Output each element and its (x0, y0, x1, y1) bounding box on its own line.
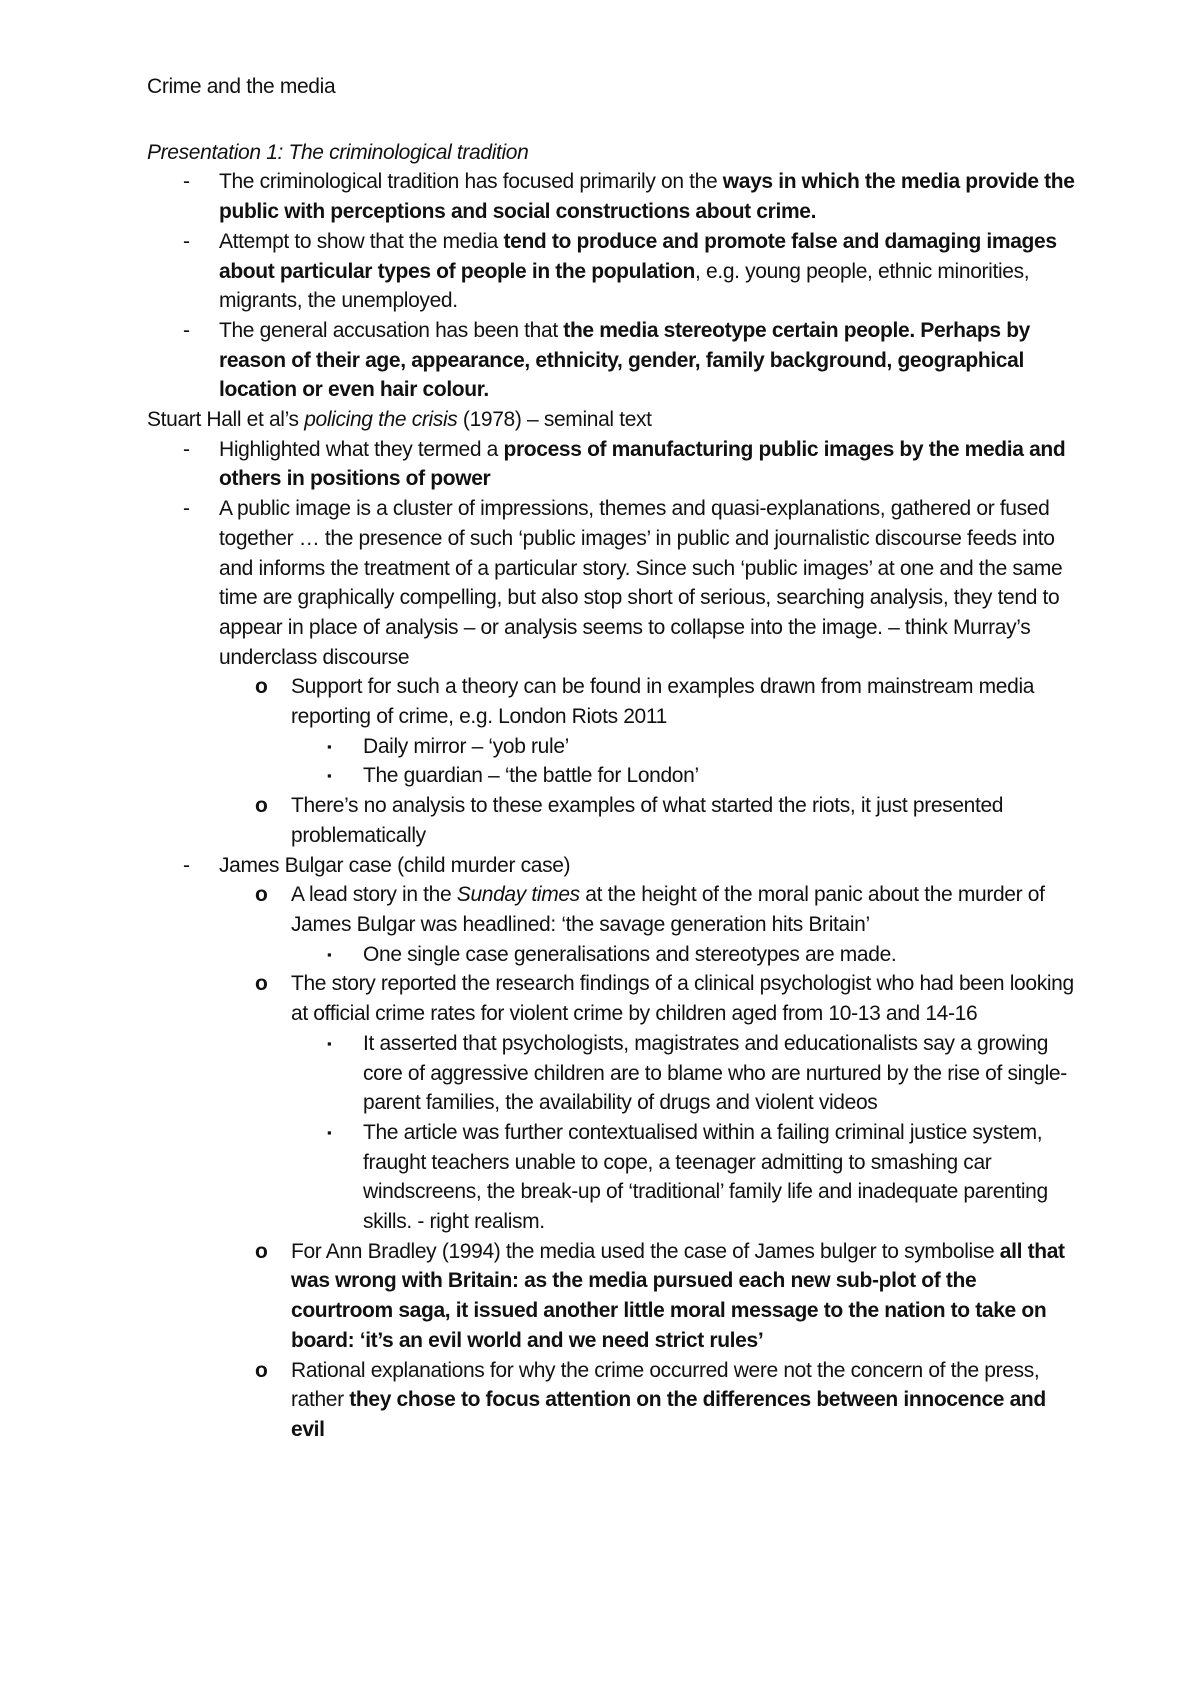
list-item: ▪ Daily mirror – ‘yob rule’ (147, 732, 1077, 762)
circle-bullet: o (255, 794, 268, 818)
list-item: - Attempt to show that the media tend to produce and promote false and damaging images about particular types of people in the population, e.g. young people, ethnic minorities, migrants, the unemployed. (147, 227, 1077, 316)
list-item: o For Ann Bradley (1994) the media used the case of James bulger to symbolise all that was wrong with Britain: as the media pursued each new sub-plot of the courtroom saga, it issued another little moral message to the nation to take on board: ‘it’s an evil world and we need strict rules’ (147, 1237, 1077, 1356)
square-bullet: ▪ (327, 1124, 332, 1140)
square-bullet: ▪ (327, 1035, 332, 1051)
list-item: - The criminological tradition has focused primarily on the ways in which the media provide the public with perceptions and social constructions about crime. (147, 167, 1077, 226)
list-item: - James Bulgar case (child murder case) (147, 851, 1077, 881)
section-heading (147, 138, 1077, 168)
document-title: Crime and the media (147, 75, 336, 98)
circle-bullet: o (255, 1239, 268, 1263)
dash-bullet: - (183, 497, 190, 521)
dash-bullet: - (183, 853, 190, 877)
circle-bullet: o (255, 675, 268, 699)
dash-bullet: - (183, 318, 190, 342)
list-item: o A lead story in the Sunday times at the height of the moral panic about the murder of James Bulgar was headlined: ‘the savage generation hits Britain’ (147, 880, 1077, 939)
list-item: ▪ The article was further contextualised within a failing criminal justice system, fraught teachers unable to cope, a teenager admitting to smashing car windscreens, the break-up of ‘traditional’ family life and inadequate parenting skills. - right realism. (147, 1118, 1077, 1237)
list-item: ▪ It asserted that psychologists, magistrates and educationalists say a growing core of aggressive children are to blame who are nurtured by the rise of single-parent families, the availability of drugs and violent videos (147, 1029, 1077, 1118)
square-bullet: ▪ (327, 738, 332, 754)
dash-bullet: - (183, 170, 190, 194)
dash-bullet: - (183, 229, 190, 253)
list-item: o Rational explanations for why the crime occurred were not the concern of the press, rather they chose to focus attention on the differences between innocence and evil (147, 1356, 1077, 1445)
list-item: - A public image is a cluster of impressions, themes and quasi-explanations, gathered or fused together … the presence of such ‘public images’ in public and journalistic discourse feeds into and informs the treatment of a particular story. Since such ‘public images’ at one and the same time are graphically compelling, but also stop short of serious, searching analysis, they tend to appear in place of analysis – or analysis seems to collapse into the image. – think Murray’s underclass discourse (147, 494, 1077, 672)
list-item: - The general accusation has been that the media stereotype certain people. Perhaps by reason of their age, appearance, ethnicity, gender, family background, geographical location or even hair colour. (147, 316, 1077, 405)
square-bullet: ▪ (327, 768, 332, 784)
circle-bullet: o (255, 972, 268, 996)
list-item: o There’s no analysis to these examples of what started the riots, it just presented problematically (147, 791, 1077, 850)
list-item: ▪ The guardian – ‘the battle for London’ (147, 761, 1077, 791)
list-item: o Support for such a theory can be found in examples drawn from mainstream media reporting of crime, e.g. London Riots 2011 (147, 672, 1077, 731)
list-item: - Highlighted what they termed a process of manufacturing public images by the media and others in positions of power (147, 435, 1077, 494)
dash-bullet: - (183, 437, 190, 461)
document-body (147, 72, 1077, 1445)
paragraph: Stuart Hall et al’s policing the crisis (1978) – seminal text (147, 408, 652, 432)
square-bullet: ▪ (327, 946, 332, 962)
circle-bullet: o (255, 1358, 268, 1382)
list-item: ▪ One single case generalisations and stereotypes are made. (147, 940, 1077, 970)
circle-bullet: o (255, 883, 268, 907)
section-heading-text: Presentation 1: The criminological tradition (147, 140, 529, 164)
list-item: o The story reported the research findings of a clinical psychologist who had been looking at official crime rates for violent crime by children aged from 10-13 and 14-16 (147, 969, 1077, 1028)
